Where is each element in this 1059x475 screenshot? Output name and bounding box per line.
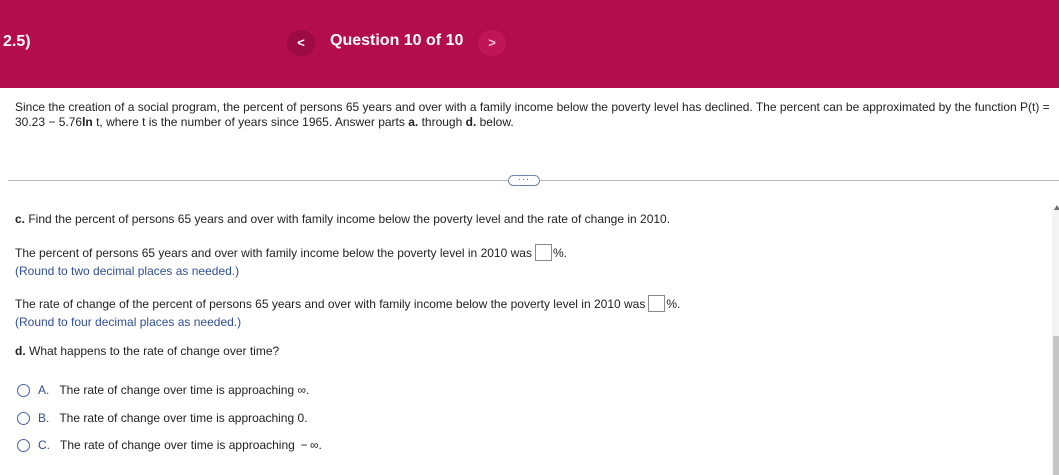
question-intro xyxy=(15,100,1055,130)
part-d-prompt xyxy=(15,344,279,358)
option-text: The rate of change over time is approaching 0. xyxy=(59,411,308,425)
rate-rounding-hint: (Round to four decimal places as needed.) xyxy=(15,315,242,329)
radio-button[interactable] xyxy=(17,384,30,397)
percent-question xyxy=(15,244,567,261)
option-letter: C. xyxy=(38,438,50,452)
chevron-left-icon: < xyxy=(297,35,305,50)
radio-button[interactable] xyxy=(17,412,30,425)
intro-text-end: below. xyxy=(476,115,514,129)
rate-unit: %. xyxy=(666,297,681,311)
part-d-text: What happens to the rate of change over time? xyxy=(25,344,280,358)
option-a[interactable] xyxy=(17,383,309,397)
section-number: 2.5) xyxy=(3,33,31,50)
option-c[interactable] xyxy=(17,438,322,452)
part-c-text: Find the percent of persons 65 years and over with family income below the poverty level and the rate of change in 2010. xyxy=(25,212,671,226)
option-text: The rate of change over time is approaching ∞. xyxy=(59,383,310,397)
question-counter: Question 10 of 10 xyxy=(330,32,464,49)
part-c-prompt xyxy=(15,212,670,226)
rate-answer-input[interactable] xyxy=(648,295,665,312)
part-d-label: d. xyxy=(15,344,26,358)
part-c-label: c. xyxy=(15,212,26,226)
part-a-ref: a. xyxy=(408,115,419,129)
option-text: The rate of change over time is approaching − ∞. xyxy=(60,438,322,452)
chevron-right-icon: > xyxy=(488,35,496,50)
rate-question-text: The rate of change of the percent of persons 65 years and over with family income below the poverty level in 2010 was xyxy=(15,297,646,311)
radio-button[interactable] xyxy=(17,439,30,452)
percent-rounding-hint: (Round to two decimal places as needed.) xyxy=(15,264,240,278)
part-d-ref: d. xyxy=(465,115,477,129)
intro-text-mid: t, where t is the number of years since 1965. Answer parts xyxy=(92,115,409,129)
percent-question-text: The percent of persons 65 years and over with family income below the poverty level in 2010 was xyxy=(15,246,532,260)
previous-question-button[interactable] xyxy=(287,30,315,56)
scroll-up-icon[interactable] xyxy=(1054,205,1059,210)
scrollbar-thumb[interactable] xyxy=(1053,336,1059,475)
option-b[interactable] xyxy=(17,411,308,425)
header-bar xyxy=(0,0,1059,88)
intro-text: Since the creation of a social program, the percent of persons 65 years and over with a family income below the poverty level has declined. The percent can be approximated by the function P(t) = 30.23 − 5.76 xyxy=(15,100,1050,129)
ln-symbol: ln xyxy=(82,115,93,129)
next-question-button[interactable] xyxy=(478,30,506,56)
percent-unit: %. xyxy=(552,246,567,260)
option-letter: A. xyxy=(38,383,50,397)
option-letter: B. xyxy=(38,411,50,425)
show-more-button[interactable]: ··· xyxy=(508,175,540,186)
rate-question xyxy=(15,295,680,312)
intro-through: through xyxy=(418,115,466,129)
percent-answer-input[interactable] xyxy=(535,244,552,261)
